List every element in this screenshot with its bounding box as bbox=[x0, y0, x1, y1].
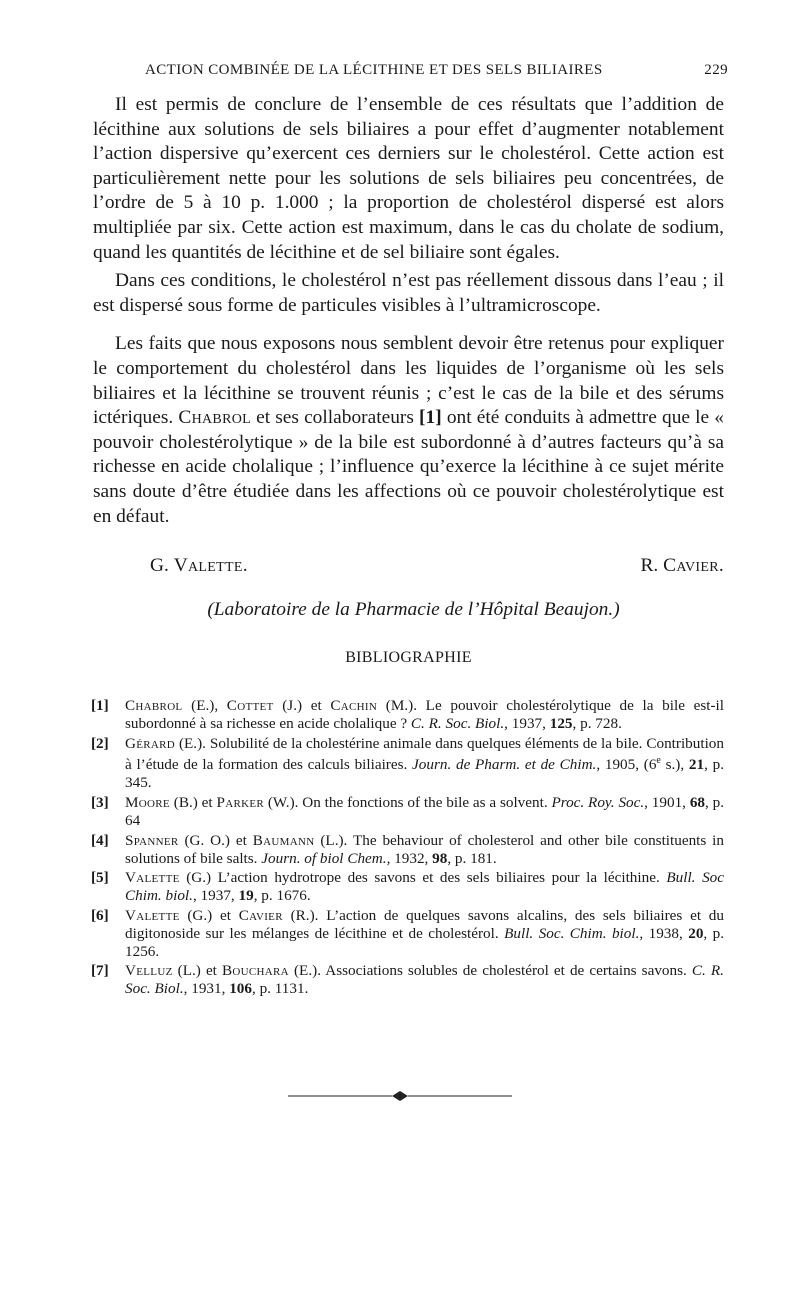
reference-text bbox=[125, 832, 724, 868]
paragraph-3-text-c: ont été conduits à admettre que le « pouvoir cholestérolytique » de la bile est subordonné à d’autres facteurs qu’à sa richesse en acide cholalique ; l’influence qu’exerce la lécithine à ce sujet mérite sans doute d’être étudiée dans les affections où ce pouvoir cholestérolytique est en défaut. bbox=[93, 407, 724, 527]
reference-segment: e bbox=[656, 755, 661, 767]
reference-entry bbox=[91, 962, 724, 998]
reference-segment: (R.). L’action de quelques savons alcalins, des sels biliaires et du digitonoside sur les mélanges de lécithine et de cholestérol. bbox=[125, 906, 724, 942]
reference-segment: , p. 1676. bbox=[253, 887, 311, 905]
reference-author: Valette bbox=[125, 869, 180, 887]
reference-number: [4] bbox=[91, 831, 109, 849]
affiliation: (Laboratoire de la Pharmacie de l’Hôpital Beaujon.) bbox=[207, 599, 620, 621]
paragraph-2: Dans ces conditions, le cholestérol n’est pas réellement dissous dans l’eau ; il est dispersé sous forme de particules visibles à l’ultramicroscope. bbox=[93, 270, 724, 316]
reference-segment: (E.). Solubilité de la cholestérine animale dans quelques éléments de la bile. Contribution à l’étude de la formation des calculs biliaires. bbox=[125, 734, 724, 774]
reference-author: Bouchara bbox=[221, 962, 289, 980]
reference-number: [7] bbox=[91, 962, 109, 980]
reference-volume: 19 bbox=[238, 887, 254, 905]
bibliography-list bbox=[91, 697, 724, 998]
signature-author-2: R. Cavier. bbox=[640, 555, 724, 577]
reference-text bbox=[125, 794, 724, 830]
reference-author: Cottet bbox=[226, 697, 274, 715]
reference-segment: (L.). The behaviour of cholesterol and other bile constituents in solutions of bile salts. bbox=[125, 831, 724, 867]
reference-segment: (G.) L’action hydrotrope des savons et des sels biliaires pour la lécithine. bbox=[179, 869, 667, 887]
reference-entry bbox=[91, 832, 724, 868]
reference-number: [1] bbox=[91, 697, 109, 715]
reference-author: Velluz bbox=[125, 962, 173, 980]
reference-text bbox=[125, 907, 724, 960]
reference-text bbox=[125, 735, 724, 792]
reference-volume: 21 bbox=[688, 756, 705, 774]
reference-author: Gérard bbox=[125, 734, 176, 752]
reference-journal: Bull. Soc. Chim. biol. bbox=[504, 924, 640, 942]
signatures bbox=[93, 555, 724, 577]
reference-author: Parker bbox=[216, 794, 264, 812]
reference-segment: (E.), bbox=[182, 697, 227, 715]
paragraph-1: Il est permis de conclure de l’ensemble de ces résultats que l’addition de lécithine aux solutions de sels biliaires a pour effet d’augmenter notablement l’action dispersive qu’exercent ces derniers sur le cholestérol. Cette action est particulièrement nette pour les solutions de sels biliaires peu concentrées, de l’ordre de 5 à 10 p. 1.000 ; la proportion de cholestérol dispersé est alors multipliée par six. Cette action est maximum, dans le cas du cholate de sodium, quand les quantités de lécithine et de sel biliaire sont égales. bbox=[93, 94, 724, 263]
reference-entry bbox=[91, 907, 724, 960]
reference-marker: [1] bbox=[419, 407, 442, 429]
reference-entry bbox=[91, 794, 724, 830]
reference-segment: , 1937, bbox=[192, 887, 239, 905]
cited-author: Chabrol bbox=[178, 407, 251, 429]
reference-segment: , p. 1256. bbox=[125, 924, 725, 960]
reference-journal: C. R. Soc. Biol. bbox=[410, 714, 505, 732]
reference-entry bbox=[91, 697, 724, 733]
reference-segment: (J.) et bbox=[273, 697, 331, 715]
reference-author: Cachin bbox=[330, 697, 378, 715]
running-header bbox=[145, 62, 728, 79]
reference-volume: 68 bbox=[689, 794, 705, 812]
reference-segment: , p. 64 bbox=[125, 794, 725, 829]
reference-segment: , 1905, (6 bbox=[596, 756, 657, 774]
reference-number: [5] bbox=[91, 869, 109, 887]
reference-author: Spanner bbox=[125, 831, 179, 849]
reference-journal: C. R. Soc. Biol. bbox=[125, 962, 724, 998]
reference-number: [6] bbox=[91, 906, 109, 924]
paragraph-3 bbox=[93, 332, 724, 529]
reference-segment: (W.). On the fonctions of the bile as a solvent. bbox=[263, 794, 552, 812]
reference-segment: , 1901, bbox=[644, 794, 690, 812]
reference-number: [2] bbox=[91, 734, 109, 752]
reference-number: [3] bbox=[91, 794, 109, 812]
paragraph-3-text-a: Les faits que nous exposons nous semblent devoir être retenus pour expliquer le comportement du cholestérol dans les liquides de l’organisme où les sels biliaires et la lécithine se trouvent réunis ; c’est le cas de la bile et des sérums ictériques. bbox=[93, 333, 724, 429]
reference-text bbox=[125, 869, 724, 905]
reference-segment: (G. O.) et bbox=[178, 831, 253, 849]
reference-segment: , p. 728. bbox=[572, 714, 622, 732]
reference-segment: (B.) et bbox=[169, 794, 217, 812]
page-number: 229 bbox=[704, 62, 728, 78]
reference-author: Chabrol bbox=[125, 697, 183, 715]
reference-journal: Bull. Soc Chim. biol. bbox=[125, 869, 724, 905]
reference-segment: (E.). Associations solubles de cholestérol et de certains savons. bbox=[288, 962, 692, 980]
reference-volume: 106 bbox=[229, 980, 252, 998]
reference-volume: 125 bbox=[549, 714, 573, 732]
reference-entry bbox=[91, 735, 724, 792]
signature-author-1: G. Valette. bbox=[150, 555, 248, 577]
reference-segment: (G.) et bbox=[179, 906, 239, 924]
reference-segment: , 1932, bbox=[386, 849, 433, 867]
reference-author: Cavier bbox=[238, 906, 283, 924]
bibliography-title: BIBLIOGRAPHIE bbox=[345, 649, 472, 667]
reference-text bbox=[125, 962, 724, 998]
end-ornament bbox=[0, 1090, 800, 1102]
reference-author: Moore bbox=[125, 794, 170, 812]
paragraph-3-text-b: et ses collaborateurs bbox=[256, 407, 414, 429]
reference-segment: , 1931, bbox=[183, 980, 230, 998]
reference-segment: (M.). Le pouvoir cholestérolytique de la bile est-il subordonné à sa richesse en acide cholalique ? bbox=[125, 697, 724, 732]
reference-volume: 98 bbox=[432, 849, 448, 867]
body-text bbox=[93, 93, 724, 529]
reference-segment: , 1938, bbox=[639, 924, 689, 942]
reference-segment: s.), bbox=[660, 756, 689, 774]
reference-journal: Proc. Roy. Soc. bbox=[551, 794, 645, 812]
reference-segment: , p. 345. bbox=[125, 756, 724, 792]
fleuron-rule-icon bbox=[280, 1090, 520, 1102]
reference-volume: 20 bbox=[688, 924, 704, 942]
reference-segment: , 1937, bbox=[504, 714, 550, 732]
reference-journal: Journ. de Pharm. et de Chim. bbox=[412, 756, 597, 774]
reference-segment: , p. 181. bbox=[447, 849, 497, 867]
reference-author: Valette bbox=[125, 906, 180, 924]
reference-segment: , p. 1131. bbox=[251, 980, 309, 998]
reference-segment: (L.) et bbox=[172, 962, 222, 980]
reference-author: Baumann bbox=[252, 831, 315, 849]
reference-text bbox=[125, 697, 724, 733]
reference-entry bbox=[91, 869, 724, 905]
running-title: ACTION COMBINÉE DE LA LÉCITHINE ET DES SELS BILIAIRES bbox=[145, 62, 603, 78]
reference-journal: Journ. of biol Chem. bbox=[261, 849, 387, 867]
